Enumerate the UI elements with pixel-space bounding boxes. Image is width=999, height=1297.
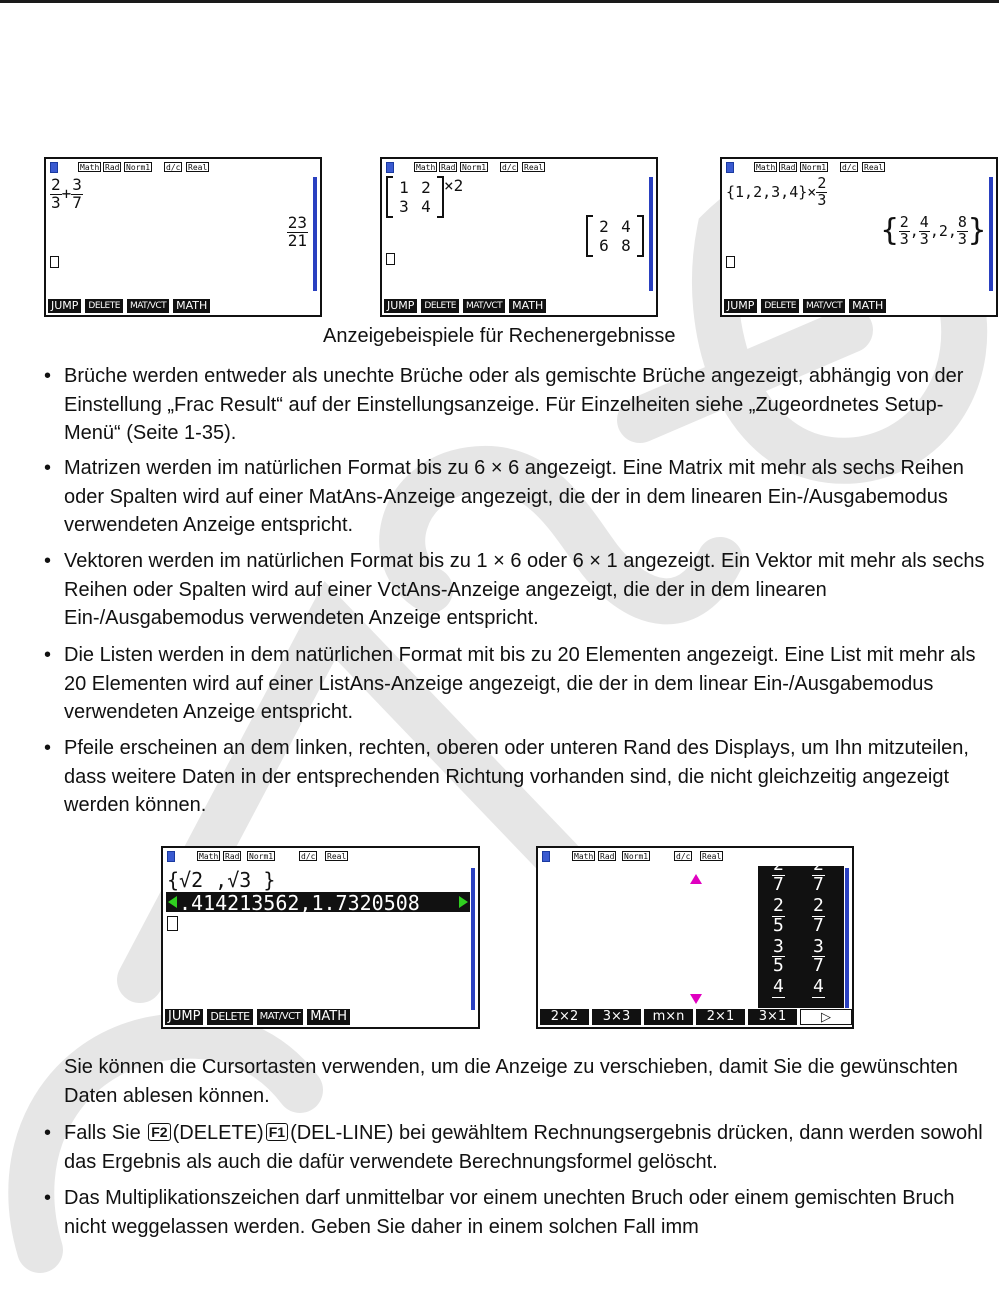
input-expression [50, 177, 83, 212]
denominator: 7 [72, 192, 82, 212]
bullet-mark: • [44, 365, 52, 387]
numerator: 8 [957, 213, 967, 231]
paragraph-text: Sie können die Cursortasten verwenden, um die Anzeige zu verschieben, damit Sie die gewünschten Daten ablesen können. [64, 1056, 958, 1107]
paragraph-text [64, 1119, 994, 1176]
status-tag: Rad [105, 163, 120, 172]
result-row-highlight[interactable] [166, 891, 470, 915]
status-tag: Norm1 [462, 163, 487, 172]
arrow-right-icon [459, 896, 468, 908]
bullet-fractions [44, 362, 994, 448]
paragraph-text: Die Listen werden in dem natürlichen Format mit bis zu 20 Elementen angezeigt. Eine List mit mehr als 20 Elementen wird auf einer ListAns-Anzeige angezeigt, die der in dem linear Ein-/Ausgabemodus verwendeten Anzeige entspricht. [64, 644, 976, 723]
status-tag: Rad [781, 163, 796, 172]
result-column-1 [772, 856, 785, 998]
input-cursor [167, 916, 178, 931]
text-run: (DELETE) [172, 1122, 264, 1144]
denominator: 7 [813, 955, 824, 977]
status-tag: d/c [166, 163, 181, 172]
numerator: 2 [899, 213, 909, 231]
fkey-mat-vct[interactable]: MAT/VCT [803, 299, 848, 313]
fkey-next[interactable]: ▷ [800, 1009, 852, 1025]
fkey-mat-vct[interactable]: MAT/VCT [463, 299, 508, 313]
function-key-bar [540, 1009, 852, 1025]
numerator: 3 [813, 935, 824, 957]
status-tag: Rad [441, 163, 456, 172]
status-tag: Math [199, 852, 219, 861]
list-expression: {1,2,3,4}× [726, 183, 817, 202]
function-key-bar [48, 299, 213, 313]
denominator: 3 [899, 229, 909, 248]
denominator: 3 [957, 229, 967, 248]
status-tag: Real [864, 163, 884, 172]
status-tag: d/c [842, 163, 857, 172]
battery-icon [386, 162, 394, 173]
function-key-bar [384, 299, 549, 313]
numerator: 3 [773, 935, 784, 957]
fkey-delete[interactable]: DELETE [207, 1009, 255, 1025]
bullet-delete [44, 1119, 994, 1176]
paragraph-scroll [44, 1053, 994, 1110]
matrix-cell: 4 [621, 217, 631, 236]
fkey-3x3[interactable]: 3×3 [592, 1009, 644, 1025]
denominator: 3 [51, 192, 61, 212]
input-cursor [386, 253, 395, 265]
fkey-2x1[interactable]: 2×1 [696, 1009, 748, 1025]
input-cursor [50, 256, 59, 268]
bullet-multiplication [44, 1184, 994, 1241]
fkey-math[interactable]: MATH [849, 299, 889, 313]
calc-screen-vertical-scroll [536, 846, 854, 1029]
bullet-mark: • [44, 550, 52, 572]
scrollbar[interactable] [649, 177, 653, 291]
status-tag: Norm1 [624, 852, 649, 861]
denominator: 7 [813, 873, 824, 895]
fkey-2x2[interactable]: 2×2 [540, 1009, 592, 1025]
matrix-cell: 1 [399, 178, 409, 197]
input-expression [726, 176, 827, 209]
arrow-up-icon [690, 874, 702, 884]
numerator: 2 [773, 894, 784, 916]
scrollbar[interactable] [471, 868, 475, 1010]
fkey-3x1[interactable]: 3×1 [748, 1009, 800, 1025]
status-bar [48, 161, 318, 175]
paragraph-text: Vektoren werden im natürlichen Format bis zu 1 × 6 oder 6 × 1 angezeigt. Ein Vektor mit mehr als sechs Reihen oder Spalten wird auf einer VctAns-Anzeige angezeigt, die der in dem linearen Ein-/Ausgabemodus verwendeten Anzeige entspricht. [64, 550, 985, 629]
paragraph-text: Brüche werden entweder als unechte Brüche oder als gemischte Brüche angezeigt, abhängig von der Einstellung „Frac Result“ auf der Einstellungsanzeige. Für Einzelheiten siehe „Zugeordnetes Setup-Menü“ (Seite 1-35). [64, 365, 964, 444]
input-cursor [726, 256, 735, 268]
fkey-math[interactable]: MATH [307, 1009, 353, 1025]
function-key-bar [724, 299, 889, 313]
battery-icon [726, 162, 734, 173]
numerator: 4 [919, 213, 929, 231]
fkey-jump[interactable]: JUMP [48, 299, 84, 313]
denominator: 5 [773, 914, 784, 936]
paragraph-text: Das Multiplikationszeichen darf unmittelbar vor einem unechten Bruch oder einem gemischten Bruch nicht weggelassen werden. Geben Sie daher in einem solchen Fall imm [64, 1187, 955, 1238]
result-column-2 [812, 856, 825, 998]
text-run: (DEL-LINE) bei gewähltem Rechnungsergebnis drücken, dann werden sowohl das Ergebnis als auch die dafür verwendete Berechnungsformel gelöscht. [64, 1122, 983, 1173]
operator: + [61, 183, 72, 203]
top-rule [0, 0, 999, 3]
matrix-cell: 2 [421, 178, 431, 197]
battery-icon [542, 851, 550, 862]
scrollbar[interactable] [989, 177, 993, 291]
status-bar [384, 161, 654, 175]
bullet-mark: • [44, 457, 52, 479]
fkey-delete[interactable]: DELETE [421, 299, 462, 313]
status-tag: Real [524, 163, 544, 172]
calc-screen-matrix [380, 157, 658, 317]
status-bar [165, 850, 476, 864]
key-f2: F2 [148, 1123, 170, 1141]
paragraph-text: Matrizen werden im natürlichen Format bis zu 6 × 6 angezeigt. Eine Matrix mit mehr als sechs Reihen oder Spalten wird auf einer MatAns-Anzeige angezeigt, die der in dem linearen Ein-/Ausgabemodus verwendeten Anzeige entspricht. [64, 457, 964, 536]
status-tag: Norm1 [802, 163, 827, 172]
fkey-mat-vct[interactable]: MAT/VCT [257, 1009, 307, 1025]
matrix-cell: 2 [599, 217, 609, 236]
numerator: 2 [51, 175, 61, 194]
status-tag: Norm1 [249, 852, 274, 861]
status-bar [724, 161, 994, 175]
calc-screen-list-scroll [161, 846, 480, 1029]
numerator: 4 [773, 976, 784, 998]
status-tag: Real [702, 852, 722, 861]
numerator: 3 [72, 175, 82, 194]
denominator: 3 [817, 190, 827, 209]
result-value[interactable] [287, 215, 308, 250]
status-tag: Norm1 [126, 163, 151, 172]
battery-icon [167, 851, 175, 862]
input-expression: {√2 ,√3 } [167, 868, 276, 892]
status-tag: d/c [502, 163, 517, 172]
bullet-mark: • [44, 1122, 52, 1144]
matrix-cell: 8 [621, 236, 631, 255]
bullet-vectors [44, 547, 994, 633]
status-bar [540, 850, 850, 864]
bullet-mark: • [44, 644, 52, 666]
matrix-cell: 3 [399, 197, 409, 216]
fkey-delete[interactable]: DELETE [761, 299, 802, 313]
denominator: 5 [773, 955, 784, 977]
numerator: 23 [287, 213, 307, 232]
list-element: 2 [938, 222, 948, 241]
key-f1: F1 [266, 1123, 288, 1141]
bullet-mark: • [44, 1187, 52, 1209]
status-tag: Math [756, 163, 776, 172]
fkey-jump[interactable]: JUMP [724, 299, 760, 313]
calc-screen-list [720, 157, 998, 317]
fkey-delete[interactable]: DELETE [85, 299, 126, 313]
paragraph-text: Pfeile erscheinen an dem linken, rechten, oberen oder unteren Rand des Displays, um Ihn mitzuteilen, dass weitere Daten in der entsprechenden Richtung vorhanden sind, die nicht gleichzeitig angezeigt werden können. [64, 737, 969, 816]
denominator: 21 [287, 230, 307, 250]
numerator: 2 [813, 894, 824, 916]
fkey-math[interactable]: MATH [509, 299, 549, 313]
numerator: 2 [817, 174, 827, 192]
bullet-arrows [44, 734, 994, 820]
status-tag: d/c [301, 852, 316, 861]
fkey-math[interactable]: MATH [173, 299, 213, 313]
fkey-mat-vct[interactable]: MAT/VCT [127, 299, 172, 313]
result-value[interactable]: { $\frac{2}{3}$ , $\frac{4}{3}$ , 2 , $\frac{8}{3}$ } [880, 213, 986, 249]
status-tag: Math [574, 852, 594, 861]
arrow-down-icon [690, 994, 702, 1004]
bullet-lists [44, 641, 994, 727]
status-tag: Rad [600, 852, 615, 861]
input-expression [386, 176, 463, 218]
fkey-jump[interactable]: JUMP [165, 1009, 206, 1025]
battery-icon [50, 162, 58, 173]
status-tag: Rad [225, 852, 240, 861]
denominator: 7 [813, 914, 824, 936]
numerator: 2 [813, 854, 824, 875]
numerator: 2 [773, 854, 784, 875]
fkey-mxn[interactable]: m×n [644, 1009, 696, 1025]
fkey-jump[interactable]: JUMP [384, 299, 420, 313]
text-run: Falls Sie [64, 1122, 147, 1144]
scrollbar[interactable] [313, 177, 317, 291]
status-tag: d/c [676, 852, 691, 861]
function-key-bar [165, 1009, 353, 1025]
bullet-mark: • [44, 737, 52, 759]
denominator: 3 [919, 229, 929, 248]
status-tag: Math [416, 163, 436, 172]
denominator: 7 [773, 873, 784, 895]
scrollbar[interactable] [845, 868, 849, 1008]
matrix-cell: 6 [599, 236, 609, 255]
operator: ×2 [444, 176, 464, 195]
calc-screen-fraction [44, 157, 322, 317]
status-tag: Math [80, 163, 100, 172]
matrix-cell: 4 [421, 197, 431, 216]
bullet-matrices [44, 454, 994, 540]
result-column-highlight[interactable] [758, 854, 844, 1008]
arrow-left-icon [168, 896, 177, 908]
status-tag: Real [188, 163, 208, 172]
numerator: 4 [813, 976, 824, 998]
status-tag: Real [327, 852, 347, 861]
result-value: .414213562,1.7320508 [179, 891, 420, 915]
figure-caption: Anzeigebeispiele für Rechenergebnisse [323, 325, 676, 347]
result-value[interactable] [586, 215, 644, 257]
